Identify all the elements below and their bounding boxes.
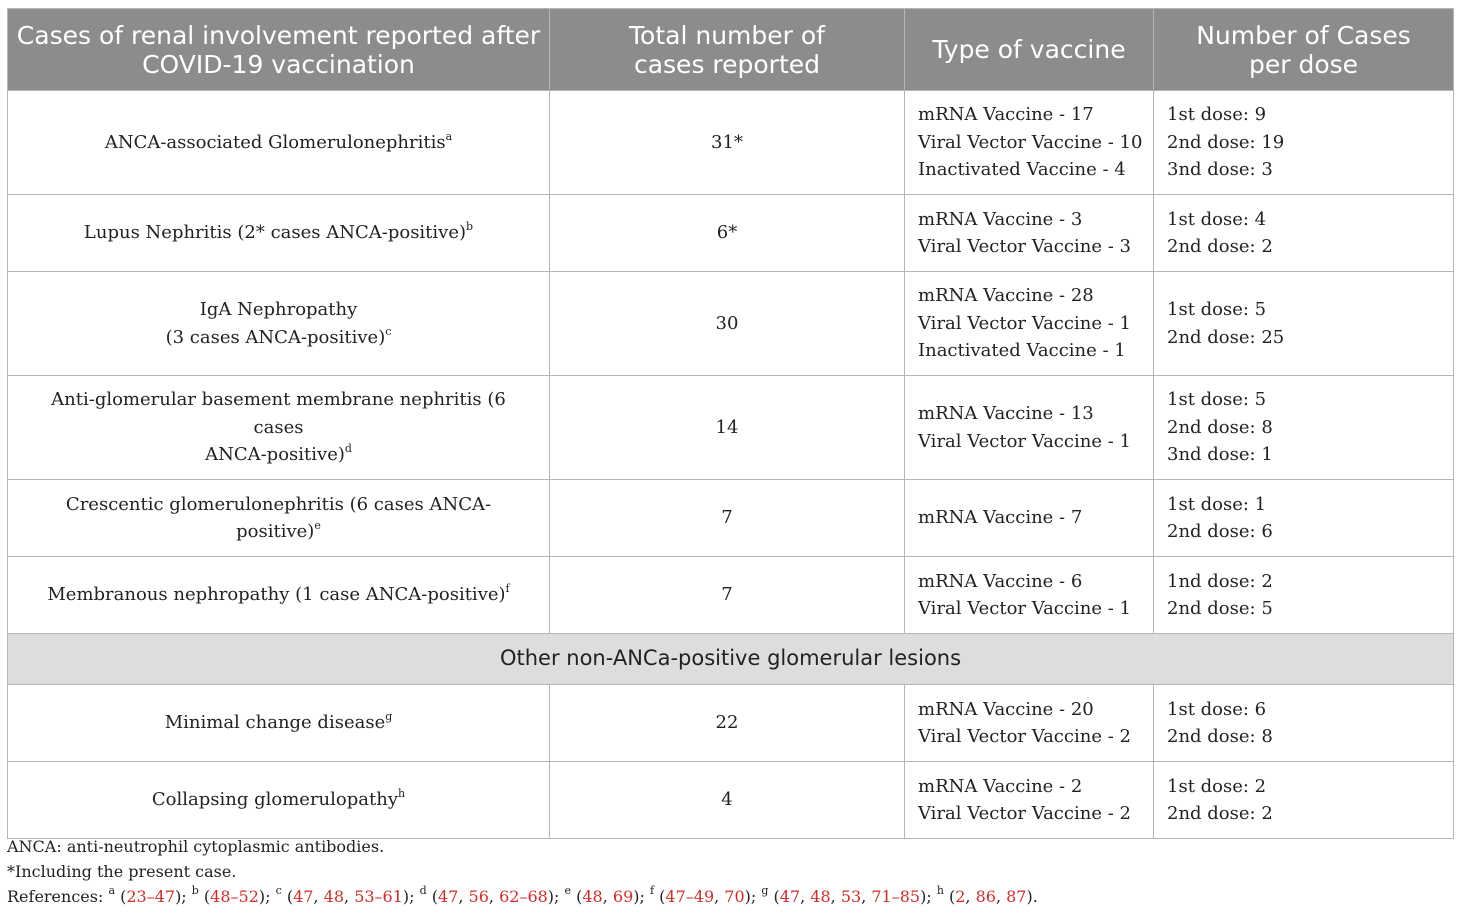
dose-line: 1st dose: 5	[1167, 389, 1267, 411]
dose-line: 1nd dose: 2	[1167, 570, 1273, 592]
dose-line: 2nd dose: 19	[1167, 131, 1285, 153]
vaccine-line: Inactivated Vaccine - 4	[918, 159, 1126, 181]
case-name: Crescentic glomerulonephritis (6 cases ANCA-positive)	[65, 493, 492, 542]
case-name-line: (3 cases ANCA-positive)	[165, 326, 386, 348]
reference-marker: h	[936, 884, 944, 897]
dose-line: 1st dose: 5	[1167, 299, 1267, 320]
reference-marker: f	[650, 884, 655, 897]
table-row	[8, 376, 1454, 480]
reference-link[interactable]: 47–49	[665, 887, 715, 906]
reference-link[interactable]: 48	[582, 887, 603, 906]
header-cases: Cases of renal involvement reported after COVID-19 vaccination	[8, 9, 550, 91]
dose-line: 1st dose: 4	[1167, 208, 1267, 230]
case-name-line: IgA Nephropathy	[199, 299, 358, 320]
reference-link[interactable]: 62–68	[499, 887, 548, 906]
renal-involvement-table	[7, 8, 1454, 839]
case-cell	[8, 376, 550, 480]
case-name-line: ANCA-positive)	[205, 444, 345, 466]
dose-cell	[1154, 480, 1454, 557]
reference-link[interactable]: 70	[724, 887, 745, 906]
vaccine-line: Viral Vector Vaccine - 2	[918, 803, 1131, 824]
reference-link[interactable]: 53	[840, 887, 862, 906]
case-name: Membranous nephropathy (1 case ANCA-positive)	[47, 584, 506, 606]
vaccine-line: mRNA Vaccine - 6	[918, 570, 1083, 592]
reference-marker: b	[191, 884, 199, 897]
reference-marker: e	[564, 884, 572, 897]
total-cell: 22	[550, 685, 905, 762]
vaccine-line: Viral Vector Vaccine - 1	[918, 430, 1131, 452]
vaccine-line: mRNA Vaccine - 3	[918, 208, 1083, 230]
reference-link[interactable]: 86	[975, 887, 996, 906]
case-name-line: Anti-glomerular basement membrane nephritis (6 cases	[51, 389, 506, 438]
reference-marker: d	[419, 884, 427, 897]
reference-link[interactable]: 69	[612, 887, 634, 906]
dose-line: 2nd dose: 2	[1167, 803, 1273, 824]
references-label: References:	[7, 887, 104, 906]
footnote-marker: h	[398, 787, 406, 801]
vaccine-cell	[905, 376, 1154, 480]
dose-cell	[1154, 685, 1454, 762]
table-footnotes	[7, 834, 1453, 909]
case-cell	[8, 195, 550, 272]
total-cell: 4	[550, 762, 905, 839]
vaccine-cell	[905, 195, 1154, 272]
case-cell	[8, 480, 550, 557]
reference-link[interactable]: 53–61	[354, 887, 403, 906]
case-cell	[8, 685, 550, 762]
table-row	[8, 480, 1454, 557]
footnote-marker: b	[466, 220, 474, 234]
reference-link[interactable]: 2	[955, 887, 966, 906]
dose-line: 2nd dose: 2	[1167, 236, 1273, 257]
vaccine-line: mRNA Vaccine - 2	[918, 775, 1083, 797]
dose-cell	[1154, 195, 1454, 272]
vaccine-cell	[905, 685, 1154, 762]
vaccine-line: Viral Vector Vaccine - 2	[918, 726, 1131, 747]
reference-marker: c	[275, 884, 282, 897]
vaccine-line: mRNA Vaccine - 13	[918, 403, 1094, 424]
footnote-marker: e	[314, 519, 321, 532]
reference-link[interactable]: 56	[468, 887, 489, 906]
dose-line: 2nd dose: 8	[1167, 726, 1273, 747]
dose-cell	[1154, 762, 1454, 839]
dose-cell	[1154, 272, 1454, 376]
dose-line: 2nd dose: 6	[1167, 521, 1273, 542]
total-cell: 31*	[550, 91, 905, 195]
dose-line: 2nd dose: 8	[1167, 416, 1273, 438]
vaccine-cell	[905, 480, 1154, 557]
reference-link[interactable]: 23–47	[126, 887, 176, 906]
case-name: Collapsing glomerulopathy	[151, 789, 398, 811]
reference-link[interactable]: 48	[323, 887, 345, 906]
dose-line: 1st dose: 1	[1167, 493, 1267, 515]
table-container	[7, 8, 1453, 839]
vaccine-line: Viral Vector Vaccine - 3	[918, 236, 1131, 257]
total-cell: 7	[550, 480, 905, 557]
dose-line: 2nd dose: 5	[1167, 598, 1273, 619]
footnote-marker: a	[445, 129, 453, 143]
case-name: Lupus Nephritis (2* cases ANCA-positive)	[83, 222, 467, 244]
dose-line: 1st dose: 9	[1167, 104, 1267, 126]
vaccine-cell	[905, 272, 1154, 376]
vaccine-line: mRNA Vaccine - 7	[918, 507, 1083, 529]
table-row	[8, 685, 1454, 762]
total-cell: 30	[550, 272, 905, 376]
dose-cell	[1154, 557, 1454, 634]
header-cases-per-dose: Number of Cases per dose	[1154, 9, 1454, 91]
dose-line: 1st dose: 6	[1167, 698, 1267, 720]
asterisk-note: *Including the present case.	[7, 862, 237, 881]
vaccine-cell	[905, 762, 1154, 839]
dose-cell	[1154, 376, 1454, 480]
reference-link[interactable]: 71–85	[871, 887, 921, 906]
reference-link[interactable]: 48–52	[210, 887, 259, 906]
section-label: Other non-ANCa-positive glomerular lesions	[8, 634, 1454, 685]
dose-line: 3nd dose: 1	[1167, 444, 1273, 466]
case-cell	[8, 272, 550, 376]
case-cell	[8, 91, 550, 195]
total-cell: 6*	[550, 195, 905, 272]
case-name: Minimal change disease	[164, 712, 386, 734]
dose-line: 3nd dose: 3	[1167, 159, 1273, 181]
vaccine-cell	[905, 557, 1154, 634]
dose-cell	[1154, 91, 1454, 195]
header-row	[8, 9, 1454, 91]
reference-link[interactable]: 47	[438, 887, 459, 906]
reference-link[interactable]: 47	[779, 887, 801, 906]
table-row	[8, 272, 1454, 376]
vaccine-line: Viral Vector Vaccine - 10	[918, 131, 1143, 153]
table-row	[8, 762, 1454, 839]
references-note	[7, 884, 1453, 909]
section-row	[8, 634, 1454, 685]
vaccine-line: mRNA Vaccine - 17	[918, 104, 1094, 126]
header-vaccine-type: Type of vaccine	[905, 9, 1154, 91]
footnote-marker: d	[344, 442, 352, 456]
case-cell	[8, 557, 550, 634]
case-cell	[8, 762, 550, 839]
reference-link[interactable]: 87	[1006, 887, 1027, 906]
footnote-marker: c	[385, 324, 392, 338]
header-total: Total number of cases reported	[550, 9, 905, 91]
footnote-marker: g	[385, 710, 393, 724]
table-row	[8, 195, 1454, 272]
vaccine-line: Inactivated Vaccine - 1	[918, 340, 1126, 362]
table-row	[8, 557, 1454, 634]
reference-link[interactable]: 47	[293, 887, 314, 906]
dose-line: 1st dose: 2	[1167, 775, 1267, 797]
case-name: ANCA-associated Glomerulonephritis	[104, 131, 446, 153]
vaccine-cell	[905, 91, 1154, 195]
total-cell: 7	[550, 557, 905, 634]
reference-marker: g	[761, 884, 769, 897]
reference-link[interactable]: 48	[810, 887, 831, 906]
vaccine-line: Viral Vector Vaccine - 1	[918, 598, 1131, 619]
reference-list: $^a$ (23–47); $^b$ (48–52); $^c$ (47, 48, 53–61); $^d$ (47, 56, 62–68); $^e$ (48, 69); $^f$ (47–49, 70); $^g$ (47, 48, 53, 71–85); $^h$ (2, 86, 87).	[108, 884, 1038, 906]
reference-marker: a	[108, 884, 116, 897]
footnote-marker: f	[505, 582, 510, 596]
table-row	[8, 91, 1454, 195]
vaccine-line: Viral Vector Vaccine - 1	[918, 312, 1131, 334]
total-cell: 14	[550, 376, 905, 480]
vaccine-line: mRNA Vaccine - 28	[918, 285, 1094, 307]
abbreviation-note: ANCA: anti-neutrophil cytoplasmic antibodies.	[7, 837, 385, 856]
dose-line: 2nd dose: 25	[1167, 326, 1285, 348]
vaccine-line: mRNA Vaccine - 20	[918, 698, 1094, 720]
